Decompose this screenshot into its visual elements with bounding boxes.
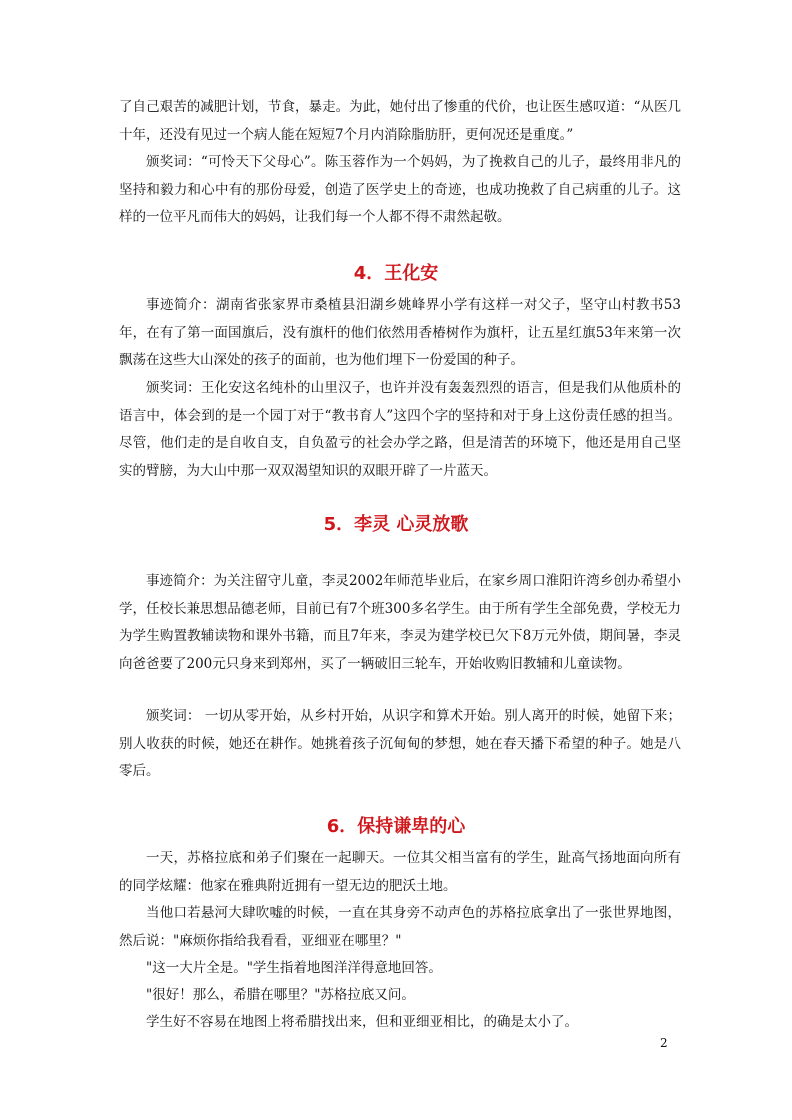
paragraph-socrates-question: "很好！那么，希腊在哪里？"苏格拉底又问。 [146, 987, 415, 1003]
section-heading-4: 4．王化安 [353, 263, 439, 284]
section-heading-6: 6．保持谦卑的心 [326, 816, 466, 837]
paragraph-continuation: 了自己艰苦的减肥计划，节食，暴走。为此，她付出了惨重的代价，也让医生感叹道：“从医几十年，还没有见过一个病人能在短短7个月内消除脂肪肝，更何况还是重度。” [119, 99, 681, 143]
paragraph-student-answer: "这一大片全是。"学生指着地图洋洋得意地回答。 [146, 960, 442, 976]
section-heading-5: 5．李灵 心灵放歌 [323, 514, 469, 535]
paragraph-student-finds-greece: 学生好不容易在地图上将希腊找出来，但和亚细亚相比，的确是太小了。 [146, 1014, 578, 1030]
paragraph-award-speech-wang-huaan: 颁奖词：王化安这名纯朴的山里汉子，也许并没有轰轰烈烈的语言，但是我们从他质朴的语言中，体会到的是一个园丁对于“教书育人”这四个字的坚持和对于身上这份责任感的担当。尽管，他们走的是自收自支，自负盈亏的社会办学之路，但是清苦的环境下，他还是用自己坚实的臂膀，为大山中那一双双渴望知识的双眼开辟了一片蓝天。 [119, 380, 681, 479]
page-number: 2 [660, 1036, 668, 1050]
paragraph-story-summary-wang-huaan: 事迹简介：湖南省张家界市桑植县汨湖乡姚峰界小学有这样一对父子，坚守山村教书53年，在有了第一面国旗后，没有旗杆的他们依然用香椿树作为旗杆，让五星红旗53年来第一次飘荡在这些大山深处的孩子的面前，也为他们埋下一份爱国的种子。 [119, 297, 681, 368]
paragraph-award-speech-chen-yurong: 颁奖词：“可怜天下父母心”。陈玉蓉作为一个妈妈，为了挽救自己的儿子，最终用非凡的坚持和毅力和心中有的那份母爱，创造了医学史上的奇迹，也成功挽救了自己病重的儿子。这样的一位平凡而伟大的妈妈，让我们每一个人都不得不肃然起敬。 [119, 154, 681, 225]
paragraph-award-speech-li-ling: 颁奖词： 一切从零开始，从乡村开始，从识字和算术开始。别人离开的时候，她留下来；别人收获的时候，她还在耕作。她挑着孩子沉甸甸的梦想，她在春天播下希望的种子。她是八零后。 [119, 708, 681, 779]
paragraph-socrates-intro: 一天，苏格拉底和弟子们聚在一起聊天。一位其父相当富有的学生，趾高气扬地面向所有的同学炫耀：他家在雅典附近拥有一望无边的肥沃土地。 [119, 850, 681, 894]
paragraph-story-summary-li-ling: 事迹简介：为关注留守儿童，李灵2002年师范毕业后，在家乡周口淮阳许湾乡创办希望小学，任校长兼思想品德老师，目前已有7个班300多名学生。由于所有学生全部免费，学校无力为学生购置教辅读物和课外书籍，而且7年来，李灵为建学校已欠下8万元外债，期间暑，李灵向爸爸要了200元只身来到郑州，买了一辆破旧三轮车，开始收购旧教辅和儿童读物。 [119, 573, 681, 672]
paragraph-socrates-map: 当他口若悬河大肆吹嘘的时候，一直在其身旁不动声色的苏格拉底拿出了一张世界地图，然后说："麻烦你指给我看看，亚细亚在哪里？" [119, 905, 681, 949]
